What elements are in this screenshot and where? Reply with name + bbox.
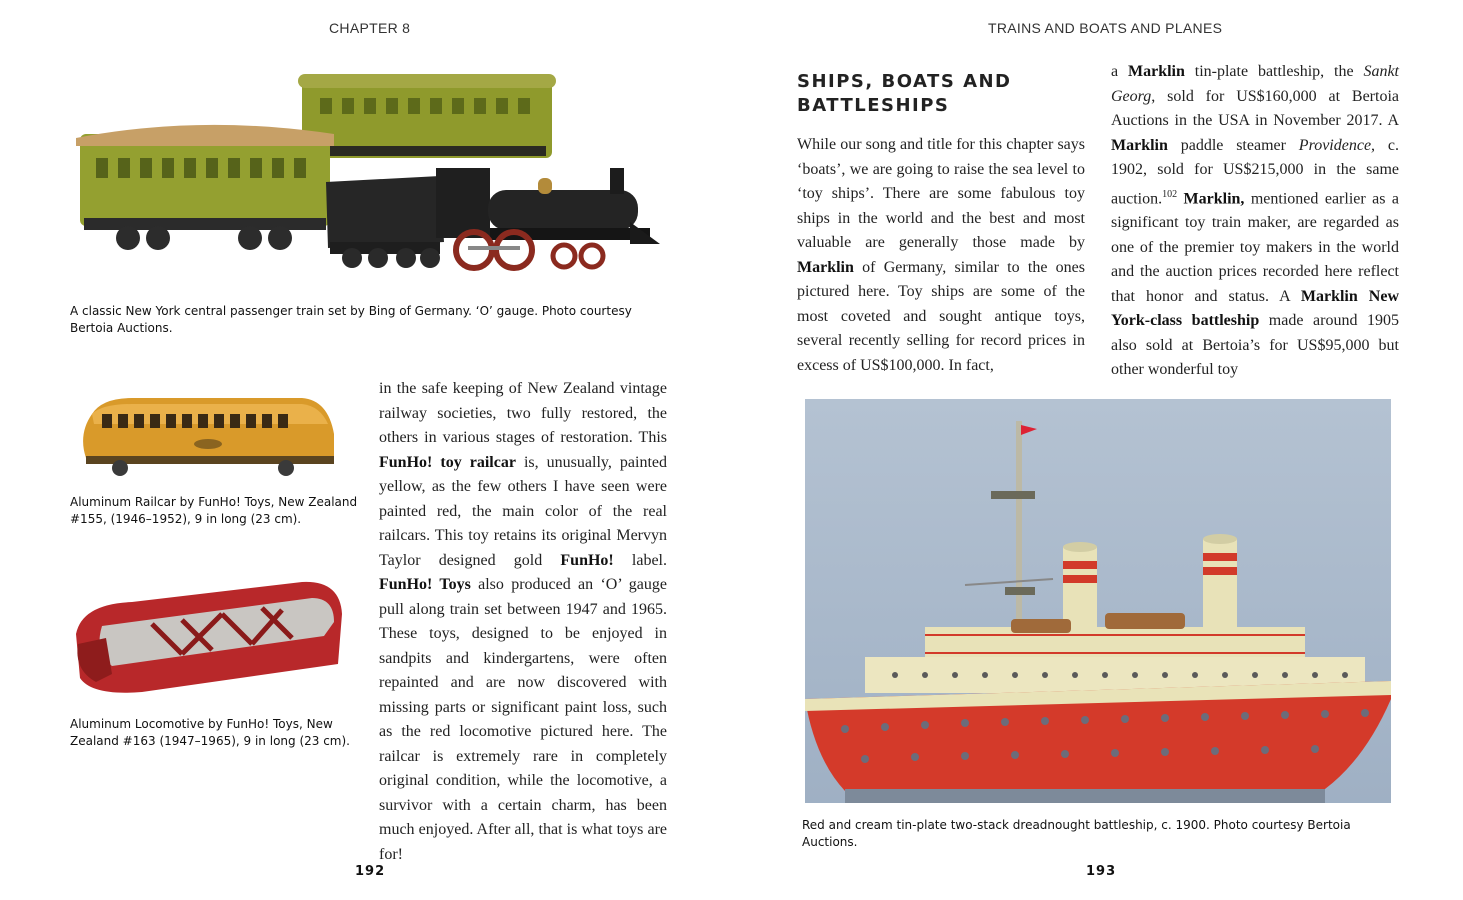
text-run: in the safe keeping of New Zealand vintage railway societies, two fully restored, the others in various stages of restoration. This (379, 380, 667, 446)
bold-run: FunHo! Toys (379, 576, 471, 593)
battleship-photo (805, 399, 1391, 803)
page-number-left: 192 (355, 864, 386, 879)
battleship-caption: Red and cream tin-plate two-stack dreadnought battleship, c. 1900. Photo courtesy Bertoia Auctions. (802, 818, 1351, 849)
section-heading: SHIPS, BOATS AND BATTLESHIPS (797, 71, 1012, 116)
red-locomotive-photo (72, 574, 344, 698)
text-run: c. 1902, sold for US$215,000 in the same auction. (1111, 136, 1399, 207)
text-run: a (1111, 63, 1128, 80)
text-run: made around 1905 also sold at Bertoia’s for US$95,000 but other wonderful toy (1111, 312, 1400, 379)
bold-run: Marklin (1111, 136, 1168, 154)
text-run: tin-plate battleship, the (1184, 63, 1364, 80)
running-head-left: CHAPTER 8 (329, 20, 411, 36)
text-run: also produced an ‘O’ gauge pull along train set between 1947 and 1965. These toys, designed to be enjoyed in sandpits and kindergartens, were often repainted and are now discovered with missing parts or significant paint loss, such as the red locomotive pictured here. The railcar is extremely rare in completely original condition, while the locomotive, a survivor with a certain charm, has been much enjoyed. After all, that is what toys are for! (379, 576, 667, 863)
bold-run: FunHo! (560, 551, 614, 569)
left-body-text (379, 377, 667, 867)
bold-run: Marklin New York-class battleship (1111, 287, 1399, 330)
text-run: label. (613, 551, 668, 569)
bold-run: Marklin, (1183, 189, 1245, 207)
text-run: While our song and title for this chapter says ‘boats’, we are going to raise the sea level to ‘toy ships’. There are some fabulous toy ships in the world and the best and most valuable are generally those made by (797, 136, 1085, 251)
locomotive-caption: Aluminum Locomotive by FunHo! Toys, New Zealand #163 (1947–1965), 9 in long (23 cm). (70, 717, 350, 748)
footnote-ref: 102 (1162, 188, 1178, 200)
bold-run: Marklin (1127, 63, 1185, 80)
text-run: paddle steamer (1167, 136, 1299, 154)
text-run: is, unusually, painted yellow, as the few others I have seen were painted red, the main color of the real railcars. This toy retains its original Mervyn Taylor designed gold (379, 453, 667, 569)
train-photo-caption: A classic New York central passenger train set by Bing of Germany. ‘O’ gauge. Photo courtesy Bertoia Auctions. (70, 304, 632, 335)
italic-run: Sankt Georg (1111, 63, 1399, 105)
page-number-right: 193 (1086, 864, 1117, 879)
bold-run: FunHo! toy railcar (379, 453, 516, 471)
text-run: mentioned earlier as a significant toy train maker, are regarded as one of the premier toy makers in the world and the auction prices recorded here reflect that honor and status. A (1111, 189, 1399, 305)
yellow-railcar-photo (72, 384, 344, 488)
railcar-caption: Aluminum Railcar by FunHo! Toys, New Zealand #155, (1946–1952), 9 in long (23 cm). (70, 495, 358, 526)
right-body-col2 (1111, 60, 1399, 383)
text-run: , sold for US$160,000 at Bertoia Auctions in the USA in November 2017. A (1111, 87, 1399, 129)
text-run: of Germany, similar to the ones pictured here. Toy ships are some of the most coveted and sought antique toys, several recently selling for record prices in excess of US$100,000. In fact, (797, 258, 1085, 374)
bold-run: Marklin (797, 258, 854, 276)
right-body-col1 (797, 133, 1085, 378)
running-head-right: TRAINS AND BOATS AND PLANES (988, 20, 1223, 36)
italic-run: Providence, (1298, 136, 1376, 154)
train-set-photo (70, 72, 660, 294)
